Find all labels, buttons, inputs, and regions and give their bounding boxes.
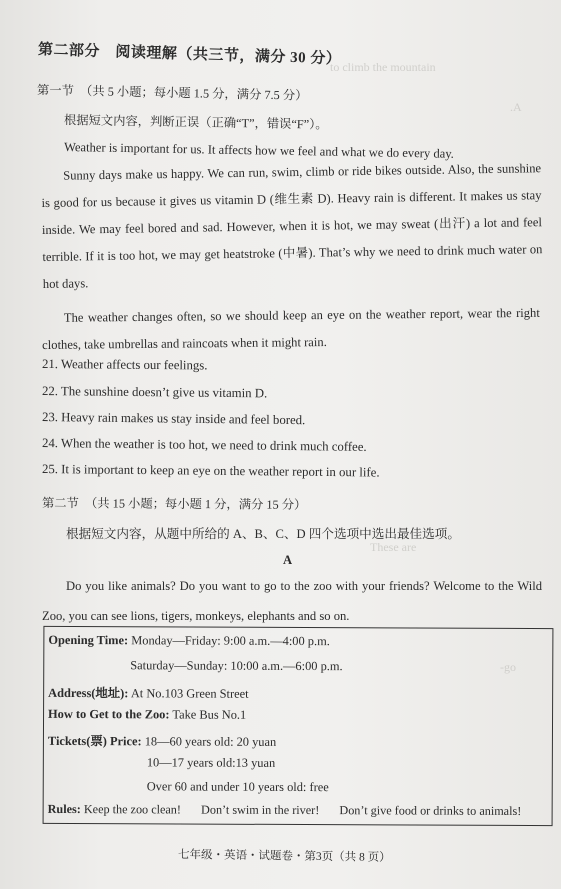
passage-paragraph-1: Weather is important for us. It affects how we feel and what we do every day. (63, 140, 455, 161)
address-label: Address(地址): (48, 685, 129, 701)
rule-1: Keep the zoo clean! (83, 802, 182, 817)
rule-2: Don’t swim in the river! (201, 802, 320, 818)
rules-row (48, 802, 522, 819)
opening-time-row (48, 633, 330, 649)
tickets-row (48, 731, 276, 750)
opening-weekday: Monday—Friday: 9:00 a.m.—4:00 p.m. (131, 633, 330, 649)
passage-paragraph-3: The weather changes often, so we should keep an eye on the weather report, wear the right clothes, take umbrellas and raincoats when it might rain. (42, 305, 540, 352)
opening-time-label: Opening Time: (48, 632, 129, 648)
show-through-text: .A (510, 100, 522, 114)
zoo-notice-box (43, 626, 554, 826)
ticket-price-free: Over 60 and under 10 years old: free (146, 779, 329, 795)
ticket-price-adult: 18—60 years old: 20 yuan (144, 734, 277, 749)
part-heading: 第二部分 阅读理解（共三节，满分 30 分） (37, 42, 342, 68)
section2-title: 第二节 （共 15 小题；每小题 1 分，满分 15 分） (41, 496, 307, 512)
section2-instruction: 根据短文内容，从题中所给的 A、B、C、D 四个选项中选出最佳选项。 (66, 527, 460, 541)
question-22: 22. The sunshine doesn’t give us vitamin D. (41, 384, 268, 401)
show-through-text: -go (500, 660, 516, 674)
directions-value: Take Bus No.1 (172, 707, 247, 722)
directions-row (48, 707, 246, 723)
address-row (48, 683, 248, 702)
question-25: 25. It is important to keep an eye on the weather report in our life. (41, 462, 380, 480)
address-value: At No.103 Green Street (130, 686, 249, 701)
question-21: 21. Weather affects our feelings. (41, 357, 208, 373)
rules-label: Rules: (47, 801, 81, 817)
rule-3: Don’t give food or drinks to animals! (339, 803, 522, 818)
passage-paragraph-2: Sunny days make us happy. We can run, swim, climb or ride bikes outside. Also, the sunshine is good for us because it gives us vitamin D (维生素 D). Heavy rain is different. It makes us stay inside. We may feel bored and sad. However, when it is hot, we may sweat (出汗) a lot and feel terrible. If it is too hot, we may get heatstroke (中暑). That’s why we need to drink much water on hot days. (41, 161, 543, 291)
ticket-price-teen: 10—17 years old:13 yuan (146, 755, 276, 770)
zoo-intro-paragraph: Do you like animals? Do you want to go to the zoo with your friends? Welcome to the Wild Zoo, you can see lions, tigers, monkeys, elephants and so on. (42, 579, 542, 623)
show-through-text: These are (370, 540, 417, 554)
section1-instruction: 根据短文内容，判断正误（正确“T”，错误“F”）。 (63, 113, 328, 132)
tickets-label: Tickets(票) Price: (47, 733, 142, 749)
question-24: 24. When the weather is too hot, we need to drink much coffee. (41, 436, 367, 454)
page-footer: 七年级・英语・试题卷・第3页（共 8 页） (177, 849, 391, 864)
opening-weekend: Saturday—Sunday: 10:00 a.m.—6:00 p.m. (130, 658, 343, 674)
section1-title: 第一节 （共 5 小题；每小题 1.5 分，满分 7.5 分） (36, 83, 308, 103)
question-23: 23. Heavy rain makes us stay inside and feel bored. (41, 410, 306, 428)
passage-label: A (283, 553, 293, 567)
directions-label: How to Get to the Zoo: (48, 706, 170, 722)
show-through-text: to climb the mountain (330, 60, 436, 74)
